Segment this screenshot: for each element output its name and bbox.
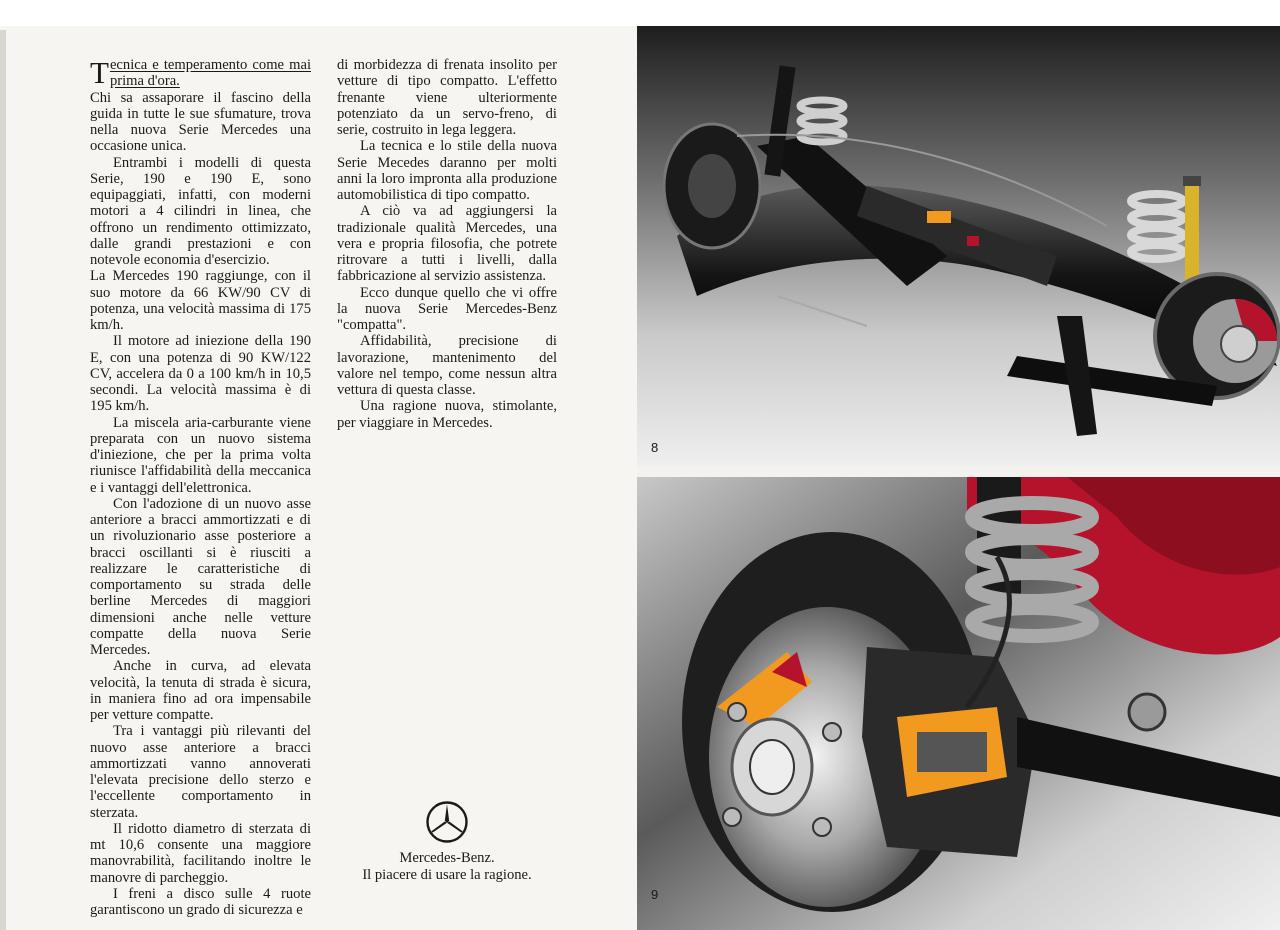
text-column-right <box>337 57 557 431</box>
mercedes-star-logo-icon <box>425 800 469 844</box>
paragraph: La tecnica e lo stile della nuova Serie Mecedes daranno per molti anni la loro impronta alla produzione automobilistica di tipo compatto. <box>337 138 557 203</box>
paragraph: La miscela aria-carburante viene preparata con un nuovo sistema d'iniezione, che per la prima volta riunisce l'affidabilità della meccanica e i vantaggi dell'elettronica. <box>90 414 311 496</box>
headline-text: ecnica e temperamento come mai prima d'ora. <box>109 57 311 90</box>
brand-name: Mercedes-Benz. <box>399 850 495 866</box>
paragraph: Tra i vantaggi più rilevanti del nuovo asse anteriore a bracci ammortizzati vanno annoverati l'elevata precisione dello sterzo e l'eccellente comportamento in sterzata. <box>90 723 311 821</box>
figure-number-8: 8 <box>651 440 659 455</box>
paragraph: Il ridotto diametro di sterzata di mt 10,6 consente una maggiore manovrabilità, facilitando inoltre le manovre di parcheggio. <box>90 820 311 886</box>
scan-page-edge <box>0 30 6 930</box>
rear-axle-photo <box>637 26 1280 466</box>
headline-drop-letter: T <box>90 55 109 90</box>
paragraph: La Mercedes 190 raggiunge, con il suo motore da 66 KW/90 CV di potenza, una velocità massima di 175 km/h. <box>90 268 311 333</box>
brand-slogan: Il piacere di usare la ragione. <box>362 867 532 883</box>
paragraph: Con l'adozione di un nuovo asse anteriore a bracci ammortizzati e di un rivoluzionario asse posteriore a bracci oscillanti si è riusciti a realizzare le caratteristiche di comportamento su strada delle berline Mercedes di maggiori dimensioni anche nelle vetture compatte della nuova Serie Mercedes. <box>90 495 311 658</box>
scan-top-margin <box>0 0 1280 26</box>
photo-divider <box>637 466 1280 477</box>
paragraph: Anche in curva, ad elevata velocità, la tenuta di strada è sicura, in maniera fino ad ora impensabile per vetture compatte. <box>90 658 311 723</box>
paragraph: Una ragione nuova, stimolante, per viaggiare in Mercedes. <box>337 398 557 431</box>
paragraph: Entrambi i modelli di questa Serie, 190 e 190 E, sono equipaggiati, infatti, con moderni motori a 4 cilindri in linea, che offrono un rendimento ottimizzato, dalle grandi prestazioni e con notevole economia d'esercizio. <box>90 154 311 268</box>
paragraph: Affidabilità, precisione di lavorazione, mantenimento del valore nel tempo, come nessun altra vettura di questa classe. <box>337 333 557 398</box>
paragraph: Chi sa assaporare il fascino della guida in tutte le sue sfumature, trova nella nuova Serie Mercedes una occasione unica. <box>90 89 311 155</box>
headline <box>90 57 311 90</box>
rear-axle-illustration <box>637 26 1280 466</box>
paragraph: Il motore ad iniezione della 190 E, con una potenza di 90 KW/122 CV, accelera da 0 a 100 km/h in 10,5 secondi. La velocità massima è di 195 km/h. <box>90 333 311 415</box>
text-column-left <box>90 57 311 918</box>
front-brake-illustration <box>637 477 1280 930</box>
brand-signature <box>337 800 557 884</box>
paragraph: I freni a disco sulle 4 ruote garantiscono un grado di sicurezza e <box>90 885 311 918</box>
paragraph: Ecco dunque quello che vi offre la nuova Serie Mercedes-Benz "compatta". <box>337 284 557 333</box>
paragraph: A ciò va ad aggiungersi la tradizionale qualità Mercedes, una vera e propria filosofia, che potrete ritrovare a tutti i livelli, dalla fabbricazione al servizio assistenza. <box>337 203 557 285</box>
front-brake-photo <box>637 477 1280 930</box>
figure-number-9: 9 <box>651 887 659 902</box>
paragraph: di morbidezza di frenata insolito per vetture di tipo compatto. L'effetto frenante viene ulteriormente potenziato da un servo-freno, di serie, costruito in lega leggera. <box>337 57 557 138</box>
